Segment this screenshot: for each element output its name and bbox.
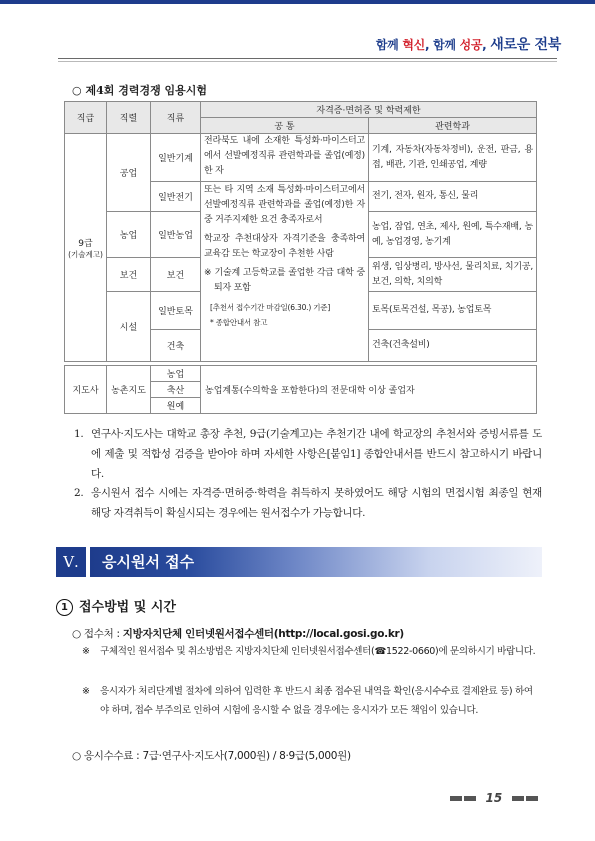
cell-major-nongeop: 농업, 잠업, 연초, 제사, 원예, 특수재배, 농예, 농업경영, 농기계 (369, 212, 537, 258)
header-requirements: 자격증·면허증 및 학력제한 (201, 102, 537, 118)
method-bullet: ○ (72, 628, 81, 640)
common-text-4: ※ 기술계 고등학교를 졸업한 각급 대학 중퇴자 포함 (204, 268, 365, 293)
cell-class-gigye: 일반기계 (151, 134, 201, 182)
cell-major-geonchuk: 건축(건축설비) (369, 330, 537, 362)
note-number: 1. (74, 428, 84, 440)
cell-grade-9 (65, 134, 107, 362)
cell-class-nongeop-j: 농업 (151, 366, 201, 382)
note-item (74, 483, 542, 523)
reference-note (82, 682, 540, 720)
header-related-major: 관련학과 (369, 118, 537, 134)
header-divider-thin (58, 61, 557, 62)
cell-major-tomok: 토목(토목건설, 목공), 농업토목 (369, 292, 537, 330)
footer-bar-icon (450, 796, 462, 801)
footer-bar-icon (526, 796, 538, 801)
cell-class-tomok: 일반토목 (151, 292, 201, 330)
subsection-number-icon: 1 (56, 599, 73, 616)
reference-mark: ※ (82, 686, 90, 697)
cell-class-jeongi: 일반전기 (151, 182, 201, 212)
cell-series-nongeop: 농업 (107, 212, 151, 258)
cell-major-bogeon: 위생, 임상병리, 방사선, 물리치료, 치기공, 보건, 의학, 치의학 (369, 258, 537, 292)
slogan-part: , (482, 38, 491, 52)
note-text: 응시원서 접수 시에는 자격증·면허증·학력을 취득하지 못하였어도 해당 시험의 면접시험 최종일 현재 해당 자격취득이 확실시되는 경우에는 원서접수가 가능합니다. (91, 487, 542, 519)
cell-class-bogeon: 보건 (151, 258, 201, 292)
note-item (74, 424, 542, 484)
method-label: 접수처 : (83, 628, 123, 640)
cell-series-bogeon: 보건 (107, 258, 151, 292)
page-footer (449, 791, 539, 805)
fee-bullet: ○ (72, 750, 81, 762)
note-number: 2. (74, 487, 84, 499)
reference-text: 응시자가 처리단계별 절차에 의하여 입력한 후 반드시 최종 접수된 내역을 확인(응시수수료 결제완료 등) 하여야 하며, 접수 부주의로 인하여 시험에 응시할 수 없을 경우에는 응시자가 모든 책임이 있습니다. (100, 686, 533, 716)
section-banner (56, 547, 542, 577)
cell-major-jeongi: 전기, 전자, 원자, 통신, 물리 (369, 182, 537, 212)
subsection-title (56, 596, 176, 616)
fee-text: 응시수수료 : 7급·연구사·지도사(7,000원) / 8·9급(5,000원) (83, 750, 351, 762)
banner-title: 응시원서 접수 (90, 547, 542, 577)
subsection-title-text: 접수방법 및 시간 (79, 600, 176, 615)
reference-note (82, 642, 540, 661)
grade-9-label: 9급 (78, 238, 93, 249)
method-line (72, 626, 404, 641)
fee-line (72, 748, 351, 763)
common-text-5: [추천서 접수기간 마감일(6.30.) 기준] (210, 303, 331, 312)
header-common: 공 통 (201, 118, 369, 134)
note-text: 연구사·지도사는 대학교 총장 추천, 9급(기술계고)는 추천기간 내에 학교장의 추천서와 증빙서류를 도에 제출 및 적합성 검증을 받아야 하며 자세한 사항은[붙임1] 종합안내서를 반드시 참고하시기 바랍니다. (91, 428, 542, 480)
exam-requirements-table (64, 101, 537, 362)
cell-class-nongeop: 일반농업 (151, 212, 201, 258)
grade-9-sub: (기술계고) (68, 249, 103, 259)
reference-text: 구체적인 원서접수 및 취소방법은 지방자치단체 인터넷원서접수센터(☎1522-0660)에 문의하시기 바랍니다. (100, 646, 536, 657)
page-number: 15 (485, 791, 503, 805)
section-bullet: ○ (72, 84, 82, 97)
common-text-3: 학교장 추천대상자 자격기준을 충족하여 교육감 또는 학교장이 추천한 사람 (204, 234, 365, 259)
section-title-text: 제4회 경력경쟁 임용시험 (85, 84, 208, 97)
header-slogan (376, 34, 561, 54)
common-text-6: * 종합안내서 참고 (210, 318, 268, 327)
slogan-part: 성공 (459, 38, 483, 52)
footer-bar-icon (512, 796, 524, 801)
cell-grade-jidosa: 지도사 (65, 366, 107, 414)
common-text-1: 전라북도 내에 소재한 특성화·마이스터고에서 선발예정직류 관련학과를 졸업(예정)한 자 (204, 136, 365, 176)
method-value: 지방자치단체 인터넷원서접수센터(http://local.gosi.go.kr) (122, 628, 404, 640)
cell-class-wonye: 원예 (151, 398, 201, 414)
footer-bar-icon (464, 796, 476, 801)
header-divider (58, 58, 557, 59)
cell-series-gongeop: 공업 (107, 134, 151, 212)
cell-common-requirements (201, 134, 369, 362)
header-class: 직류 (151, 102, 201, 134)
cell-jidosa-requirement: 농업계통(수의학을 포함한다)의 전문대학 이상 졸업자 (201, 366, 537, 414)
slogan-part: 함께 (375, 38, 403, 52)
banner-roman-numeral: Ⅴ. (56, 547, 86, 577)
header-grade: 직급 (65, 102, 107, 134)
slogan-part: , 함께 (424, 38, 460, 52)
slogan-brand: 새로운 전북 (490, 37, 561, 53)
header-series: 직렬 (107, 102, 151, 134)
exam-jidosa-table (64, 365, 537, 414)
section-title (72, 82, 207, 98)
slogan-part: 혁신 (402, 38, 425, 52)
cell-major-gigye: 기계, 자동차(자동차정비), 운전, 판금, 용접, 배관, 기관, 인쇄공업, 계량 (369, 134, 537, 182)
cell-series-sisul: 시설 (107, 292, 151, 362)
top-accent-bar (0, 0, 595, 4)
common-text-2: 또는 타 지역 소재 특성화·마이스터고에서 선발예정직류 관련학과를 졸업(예정)한 자 중 거주지제한 요건 충족자로서 (201, 181, 368, 228)
reference-mark: ※ (82, 646, 90, 657)
cell-class-geonchuk: 건축 (151, 330, 201, 362)
cell-series-nongchon: 농촌지도 (107, 366, 151, 414)
cell-class-chuksan: 축산 (151, 382, 201, 398)
